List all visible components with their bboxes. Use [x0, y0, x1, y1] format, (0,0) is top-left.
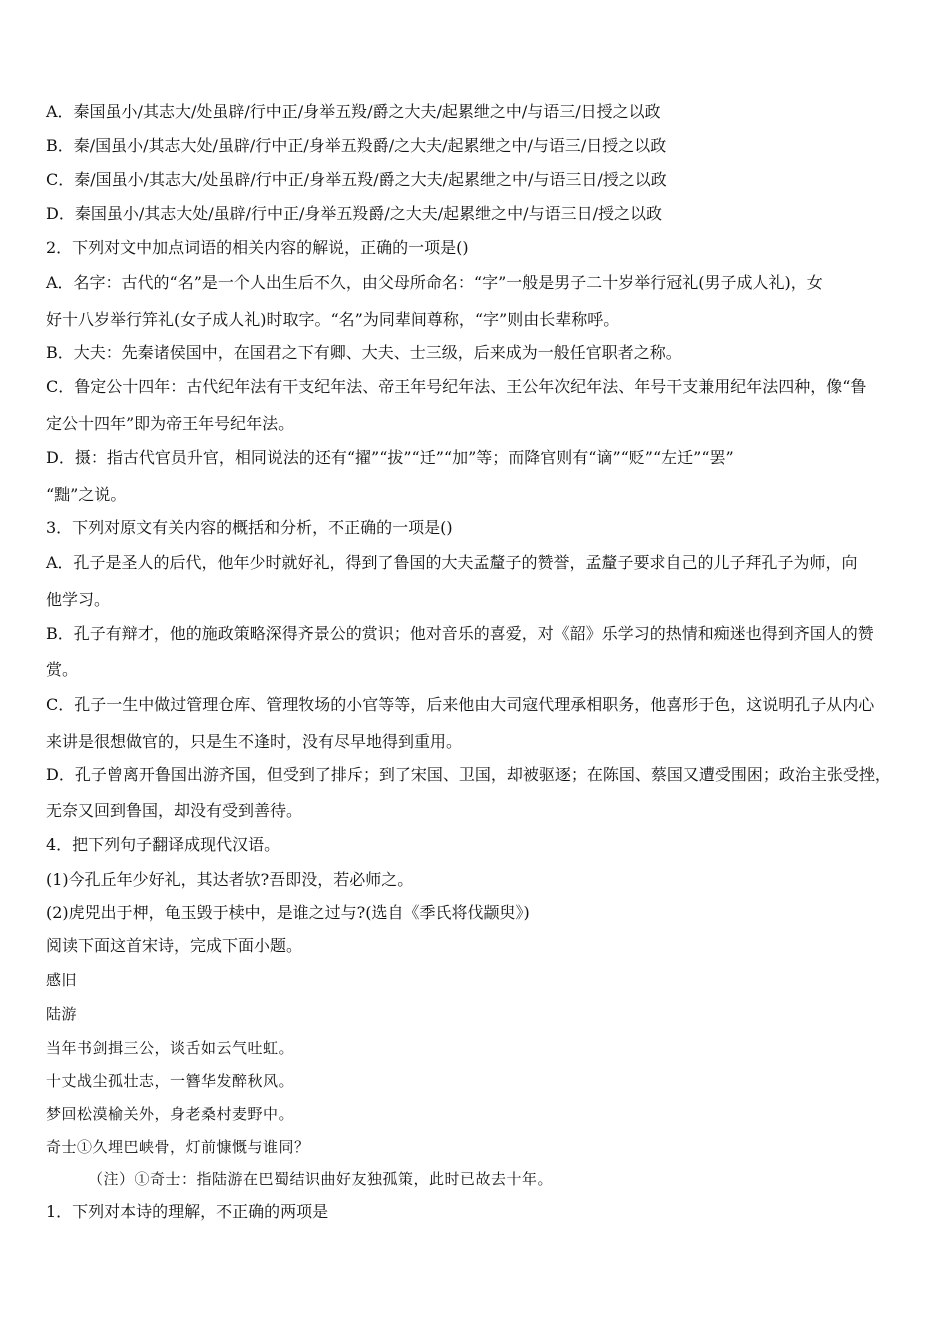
q3-option-a-line1: A．孔子是圣人的后代，他年少时就好礼，得到了鲁国的大夫孟釐子的赞誉，孟釐子要求自己的儿子拜孔子为师，向 [46, 553, 858, 572]
q2-option-d-line2: “黜”之说。 [46, 485, 127, 504]
poem-question-1: 1．下列对本诗的理解，不正确的两项是 [46, 1202, 329, 1221]
q3-option-a-line2: 他学习。 [46, 590, 111, 609]
q2-option-c-line1: C．鲁定公十四年：古代纪年法有干支纪年法、帝王年号纪年法、王公年次纪年法、年号干支兼用纪年法四种，像“鲁 [46, 377, 867, 396]
poem-line: 奇士①久埋巴峡骨，灯前慷慨与谁同？ [46, 1138, 310, 1156]
q1-option-c: C．秦/国虽小/其志大/处虽辟/行中正/身举五羖/爵之大夫/起累绁之中/与语三日/授之以政 [46, 170, 667, 189]
poem-line: 当年书剑揖三公，谈舌如云气吐虹。 [46, 1039, 295, 1057]
poem-title: 感旧 [46, 971, 78, 989]
q2-option-a-line1: A．名字：古代的“名”是一个人出生后不久，由父母所命名：“字”一般是男子二十岁举行冠礼(男子成人礼)，女 [46, 273, 823, 292]
q3-option-b-line2: 赏。 [46, 660, 79, 679]
q4-sentence-2: (2)虎兕出于柙，龟玉毁于椟中，是谁之过与?(选自《季氏将伐颛臾》) [46, 903, 530, 922]
poem-annotation: （注）①奇士：指陆游在巴蜀结识曲好友独孤策，此时已故去十年。 [88, 1170, 554, 1188]
q2-option-c-line2: 定公十四年”即为帝王年号纪年法。 [46, 414, 295, 433]
q3-option-c-line1: C．孔子一生中做过管理仓库、管理牧场的小官等等，后来他由大司寇代理承相职务，他喜形于色，这说明孔子从内心 [46, 695, 875, 714]
q3-option-b-line1: B．孔子有辩才，他的施政策略深得齐景公的赏识；他对音乐的喜爱，对《韶》乐学习的热情和痴迷也得到齐国人的赞 [46, 624, 874, 643]
q1-option-d: D．秦国虽小/其志大处/虽辟/行中正/身举五羖爵/之大夫/起累绁之中/与语三日/授之以政 [46, 204, 662, 223]
q3-option-d-line2: 无奈又回到鲁国，却没有受到善待。 [46, 801, 303, 820]
q1-option-b: B．秦/国虽小/其志大处/虽辟/行中正/身举五羖爵/之大夫/起累绁之中/与语三/日授之以政 [46, 136, 667, 155]
q3-option-c-line2: 来讲是很想做官的，只是生不逢时，没有尽早地得到重用。 [46, 732, 463, 751]
q2-stem: 2．下列对文中加点词语的相关内容的解说，正确的一项是() [46, 238, 469, 257]
poem-line: 梦回松漠榆关外，身老桑村麦野中。 [46, 1105, 295, 1123]
poem-author: 陆游 [46, 1005, 78, 1023]
q2-option-d-line1: D．摄：指古代官员升官，相同说法的还有“擢”“拔”“迁”“加”等；而降官则有“谪”“贬”“左迁”“罢” [46, 448, 734, 467]
q2-option-b: B．大夫：先秦诸侯国中，在国君之下有卿、大夫、士三级，后来成为一般任官职者之称。 [46, 343, 682, 362]
q4-stem: 4．把下列句子翻译成现代汉语。 [46, 835, 281, 854]
q2-option-a-line2: 好十八岁举行笄礼(女子成人礼)时取字。“名”为同辈间尊称，“字”则由长辈称呼。 [46, 310, 620, 329]
q4-sentence-1: (1)今孔丘年少好礼，其达者欤?吾即没，若必师之。 [46, 870, 414, 889]
poem-line: 十丈战尘孤壮志，一簪华发醉秋风。 [46, 1072, 295, 1090]
q3-option-d-line1: D．孔子曾离开鲁国出游齐国，但受到了排斥；到了宋国、卫国，却被驱逐；在陈国、蔡国又遭受围困；政治主张受挫， [46, 765, 891, 784]
q3-stem: 3．下列对原文有关内容的概括和分析，不正确的一项是() [46, 518, 453, 537]
poem-intro: 阅读下面这首宋诗，完成下面小题。 [46, 936, 303, 955]
q1-option-a: A．秦国虽小/其志大/处虽辟/行中正/身举五羖/爵之大夫/起累绁之中/与语三/日授之以政 [46, 102, 661, 121]
